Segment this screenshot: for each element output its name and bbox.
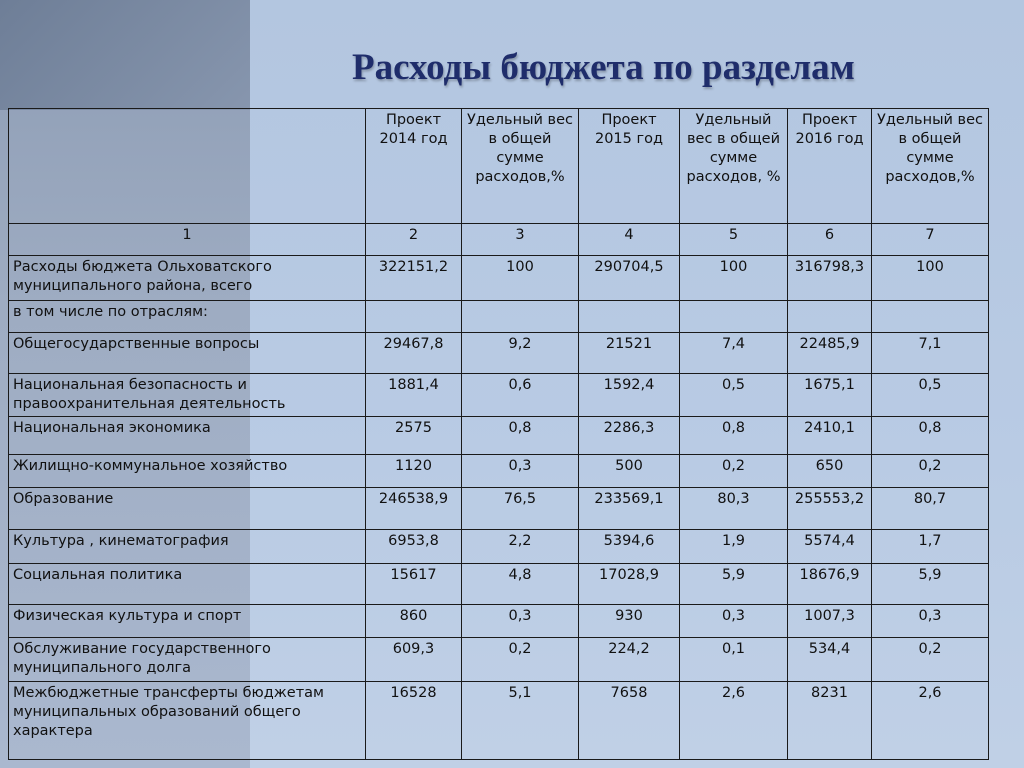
row-value: 8231 [788, 681, 872, 759]
header-cell-2016: Проект 2016 год [788, 109, 872, 224]
row-value: 80,7 [872, 488, 989, 530]
row-value: 100 [680, 256, 788, 301]
table-row [9, 256, 989, 301]
row-value [872, 300, 989, 332]
header-cell-share-2015: Удельный вес в общей сумме расходов, % [680, 109, 788, 224]
row-value: 1675,1 [788, 373, 872, 417]
header-cell-2015: Проект 2015 год [579, 109, 680, 224]
table-row [9, 681, 989, 759]
row-value: 1007,3 [788, 604, 872, 637]
header-cell-share-2014: Удельный вес в общей сумме расходов,% [462, 109, 579, 224]
column-number: 3 [462, 224, 579, 256]
row-value: 5,9 [872, 564, 989, 605]
row-value: 1120 [366, 454, 462, 487]
row-value: 2,6 [680, 681, 788, 759]
row-value: 5,1 [462, 681, 579, 759]
row-value [579, 300, 680, 332]
row-value: 246538,9 [366, 488, 462, 530]
column-number: 6 [788, 224, 872, 256]
row-value: 224,2 [579, 638, 680, 682]
table-row [9, 488, 989, 530]
row-value: 80,3 [680, 488, 788, 530]
row-label: Национальная экономика [9, 417, 366, 455]
row-value: 233569,1 [579, 488, 680, 530]
row-label: Общегосударственные вопросы [9, 333, 366, 374]
row-value: 5,9 [680, 564, 788, 605]
row-value [680, 300, 788, 332]
row-value: 0,8 [462, 417, 579, 455]
row-value: 2,6 [872, 681, 989, 759]
row-value: 860 [366, 604, 462, 637]
row-value: 500 [579, 454, 680, 487]
column-number: 7 [872, 224, 989, 256]
table-row [9, 300, 989, 332]
row-value: 0,6 [462, 373, 579, 417]
row-value: 6953,8 [366, 529, 462, 563]
header-cell-name [9, 109, 366, 224]
budget-table [8, 108, 989, 760]
row-value: 1881,4 [366, 373, 462, 417]
row-value: 0,5 [680, 373, 788, 417]
row-label: Межбюджетные трансферты бюджетам муниципальных образований общего характера [9, 681, 366, 759]
row-value: 17028,9 [579, 564, 680, 605]
row-value: 16528 [366, 681, 462, 759]
row-value [788, 300, 872, 332]
row-value: 22485,9 [788, 333, 872, 374]
row-value: 76,5 [462, 488, 579, 530]
row-value: 2575 [366, 417, 462, 455]
row-value: 1,9 [680, 529, 788, 563]
column-number-row [9, 224, 989, 256]
row-value: 100 [872, 256, 989, 301]
column-number: 5 [680, 224, 788, 256]
row-value: 100 [462, 256, 579, 301]
row-value: 21521 [579, 333, 680, 374]
row-value: 9,2 [462, 333, 579, 374]
header-cell-2014: Проект 2014 год [366, 109, 462, 224]
table-row [9, 604, 989, 637]
row-value: 0,1 [680, 638, 788, 682]
table-row [9, 417, 989, 455]
row-value: 18676,9 [788, 564, 872, 605]
row-label: в том числе по отраслям: [9, 300, 366, 332]
row-value: 316798,3 [788, 256, 872, 301]
table-row [9, 333, 989, 374]
row-value: 255553,2 [788, 488, 872, 530]
row-value: 29467,8 [366, 333, 462, 374]
row-value: 534,4 [788, 638, 872, 682]
row-value: 0,2 [462, 638, 579, 682]
column-number: 4 [579, 224, 680, 256]
row-value: 0,8 [872, 417, 989, 455]
table-row [9, 454, 989, 487]
row-value [366, 300, 462, 332]
row-value: 0,2 [680, 454, 788, 487]
row-value: 15617 [366, 564, 462, 605]
row-value: 290704,5 [579, 256, 680, 301]
table-row [9, 373, 989, 417]
row-value: 0,8 [680, 417, 788, 455]
row-value: 5574,4 [788, 529, 872, 563]
row-value: 0,2 [872, 454, 989, 487]
row-value: 0,3 [680, 604, 788, 637]
row-value: 2286,3 [579, 417, 680, 455]
row-value: 4,8 [462, 564, 579, 605]
row-value: 7,1 [872, 333, 989, 374]
row-label: Обслуживание государственного муниципального долга [9, 638, 366, 682]
row-value: 1592,4 [579, 373, 680, 417]
row-value: 2410,1 [788, 417, 872, 455]
row-value: 5394,6 [579, 529, 680, 563]
row-value: 930 [579, 604, 680, 637]
row-value: 0,3 [462, 454, 579, 487]
background-corner-shape [0, 0, 250, 110]
table-row [9, 638, 989, 682]
row-label: Социальная политика [9, 564, 366, 605]
row-value: 650 [788, 454, 872, 487]
column-number: 2 [366, 224, 462, 256]
header-cell-share-2016: Удельный вес в общей сумме расходов,% [872, 109, 989, 224]
row-label: Расходы бюджета Ольховатского муниципального района, всего [9, 256, 366, 301]
row-label: Жилищно-коммунальное хозяйство [9, 454, 366, 487]
header-row [9, 109, 989, 224]
row-value: 322151,2 [366, 256, 462, 301]
table-row [9, 529, 989, 563]
row-value: 0,5 [872, 373, 989, 417]
slide-title: Расходы бюджета по разделам [352, 47, 855, 88]
row-label: Культура , кинематография [9, 529, 366, 563]
table-row [9, 564, 989, 605]
row-label: Физическая культура и спорт [9, 604, 366, 637]
row-label: Образование [9, 488, 366, 530]
row-value: 2,2 [462, 529, 579, 563]
row-value: 0,2 [872, 638, 989, 682]
column-number: 1 [9, 224, 366, 256]
row-value: 609,3 [366, 638, 462, 682]
row-value: 0,3 [872, 604, 989, 637]
row-label: Национальная безопасность и правоохранительная деятельность [9, 373, 366, 417]
row-value: 7658 [579, 681, 680, 759]
row-value: 1,7 [872, 529, 989, 563]
row-value: 0,3 [462, 604, 579, 637]
row-value [462, 300, 579, 332]
row-value: 7,4 [680, 333, 788, 374]
